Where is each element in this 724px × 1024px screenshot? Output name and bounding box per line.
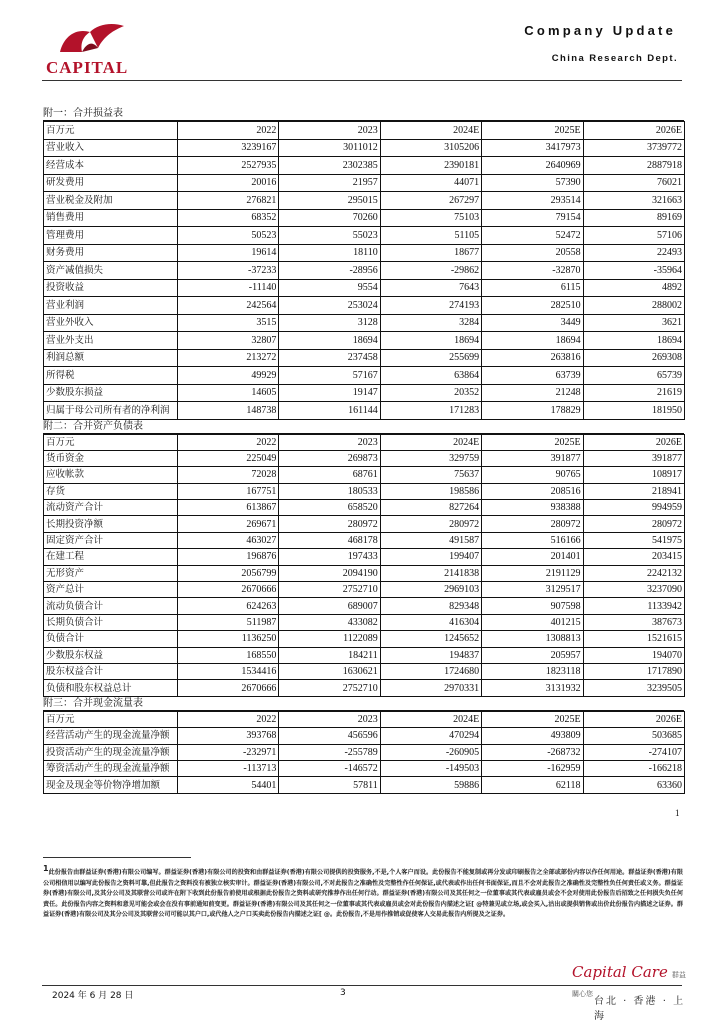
value-cell: 57811 xyxy=(279,777,380,793)
value-cell: 57106 xyxy=(583,227,684,245)
value-cell: 7643 xyxy=(380,279,481,297)
value-cell: 1717890 xyxy=(583,663,684,679)
value-cell: 3128 xyxy=(279,314,380,332)
year-header-cell: 2024E xyxy=(380,711,481,727)
value-cell: -162959 xyxy=(482,760,583,776)
table-row xyxy=(44,728,685,744)
table-row xyxy=(44,349,685,367)
table-row xyxy=(44,139,685,157)
table-row xyxy=(44,279,685,297)
row-label-cell: 现金及现金等价物净增加额 xyxy=(44,777,178,793)
value-cell: 19147 xyxy=(279,384,380,402)
value-cell: 196876 xyxy=(178,549,279,565)
table-row xyxy=(44,402,685,420)
value-cell: 253024 xyxy=(279,297,380,315)
table-row xyxy=(44,332,685,350)
row-label-cell: 投资活动产生的现金流量净额 xyxy=(44,744,178,760)
table-row xyxy=(44,174,685,192)
value-cell: 1308813 xyxy=(482,631,583,647)
value-cell: 14605 xyxy=(178,384,279,402)
table-row xyxy=(44,532,685,548)
value-cell: 1823118 xyxy=(482,663,583,679)
value-cell: 1245652 xyxy=(380,631,481,647)
value-cell: 59886 xyxy=(380,777,481,793)
row-label-cell: 应收帐款 xyxy=(44,467,178,483)
table-row xyxy=(44,516,685,532)
brand-script: Capital Care xyxy=(572,963,668,981)
table-row xyxy=(44,227,685,245)
row-label-cell: 管理费用 xyxy=(44,227,178,245)
value-cell: 3011012 xyxy=(279,139,380,157)
row-label-cell: 营业外收入 xyxy=(44,314,178,332)
value-cell: 237458 xyxy=(279,349,380,367)
footnote-divider xyxy=(43,857,191,858)
year-header-cell: 2023 xyxy=(279,122,380,140)
value-cell: 178829 xyxy=(482,402,583,420)
value-cell: 9554 xyxy=(279,279,380,297)
value-cell: -35964 xyxy=(583,262,684,280)
value-cell: 280972 xyxy=(482,516,583,532)
value-cell: 491587 xyxy=(380,532,481,548)
row-label-cell: 财务费用 xyxy=(44,244,178,262)
value-cell: 282510 xyxy=(482,297,583,315)
year-header-cell: 2025E xyxy=(482,434,583,450)
value-cell: -166218 xyxy=(583,760,684,776)
year-header-cell: 2023 xyxy=(279,711,380,727)
value-cell: 203415 xyxy=(583,549,684,565)
value-cell: 201401 xyxy=(482,549,583,565)
row-label-cell: 无形资产 xyxy=(44,565,178,581)
value-cell: 2752710 xyxy=(279,680,380,696)
table-row xyxy=(44,157,685,175)
value-cell: 6115 xyxy=(482,279,583,297)
value-cell: 63739 xyxy=(482,367,583,385)
value-cell: 213272 xyxy=(178,349,279,367)
value-cell: 3239167 xyxy=(178,139,279,157)
value-cell: 194070 xyxy=(583,647,684,663)
value-cell: 184211 xyxy=(279,647,380,663)
brand-cities: 台北 · 香港 · 上海 xyxy=(594,996,686,1022)
value-cell: 2242132 xyxy=(583,565,684,581)
value-cell: 255699 xyxy=(380,349,481,367)
row-label-cell: 少数股东损益 xyxy=(44,384,178,402)
unit-header-cell: 百万元 xyxy=(44,122,178,140)
value-cell: 171283 xyxy=(380,402,481,420)
value-cell: 161144 xyxy=(279,402,380,420)
report-date: 2024 年 6 月 28 日 xyxy=(52,991,134,1001)
value-cell: 3739772 xyxy=(583,139,684,157)
table-row xyxy=(44,631,685,647)
brand-tagline: 群益關心您 xyxy=(572,971,686,998)
value-cell: 3417973 xyxy=(482,139,583,157)
value-cell: 79154 xyxy=(482,209,583,227)
value-cell: 274193 xyxy=(380,297,481,315)
table-row xyxy=(44,647,685,663)
value-cell: 2670666 xyxy=(178,680,279,696)
value-cell: 293514 xyxy=(482,192,583,210)
value-cell: 62118 xyxy=(482,777,583,793)
value-cell: 329759 xyxy=(380,450,481,466)
row-label-cell: 所得税 xyxy=(44,367,178,385)
value-cell: 75637 xyxy=(380,467,481,483)
value-cell: -268732 xyxy=(482,744,583,760)
year-header-cell: 2023 xyxy=(279,434,380,450)
value-cell: 18694 xyxy=(482,332,583,350)
value-cell: 2887918 xyxy=(583,157,684,175)
row-label-cell: 货币资金 xyxy=(44,450,178,466)
value-cell: 4892 xyxy=(583,279,684,297)
table-header-row xyxy=(44,122,685,140)
value-cell: 68761 xyxy=(279,467,380,483)
year-header-cell: 2025E xyxy=(482,122,583,140)
value-cell: 470294 xyxy=(380,728,481,744)
value-cell: 267297 xyxy=(380,192,481,210)
table-row xyxy=(44,209,685,227)
unit-header-cell: 百万元 xyxy=(44,434,178,450)
year-header-cell: 2024E xyxy=(380,434,481,450)
value-cell: -255789 xyxy=(279,744,380,760)
value-cell: -37233 xyxy=(178,262,279,280)
table-row xyxy=(44,549,685,565)
value-cell: -29862 xyxy=(380,262,481,280)
table-row xyxy=(44,598,685,614)
row-label-cell: 少数股东权益 xyxy=(44,647,178,663)
value-cell: 3621 xyxy=(583,314,684,332)
table-row xyxy=(44,384,685,402)
table-row xyxy=(44,450,685,466)
table-header-row xyxy=(44,711,685,727)
row-label-cell: 销售费用 xyxy=(44,209,178,227)
row-label-cell: 固定资产合计 xyxy=(44,532,178,548)
report-type-title: Company Update xyxy=(524,23,676,38)
row-label-cell: 负债合计 xyxy=(44,631,178,647)
value-cell: 75103 xyxy=(380,209,481,227)
row-label-cell: 筹资活动产生的现金流量净额 xyxy=(44,760,178,776)
value-cell: 54401 xyxy=(178,777,279,793)
value-cell: 829348 xyxy=(380,598,481,614)
value-cell: 20016 xyxy=(178,174,279,192)
capital-care-brand xyxy=(572,962,692,1022)
value-cell: 624263 xyxy=(178,598,279,614)
value-cell: 21248 xyxy=(482,384,583,402)
value-cell: 827264 xyxy=(380,500,481,516)
year-header-cell: 2025E xyxy=(482,711,583,727)
row-label-cell: 资产总计 xyxy=(44,582,178,598)
footer-divider xyxy=(42,985,682,986)
balance-sheet-title: 附二：合并资产负债表 xyxy=(43,420,684,434)
income-statement-title: 附一：合并损益表 xyxy=(43,107,684,121)
value-cell: 51105 xyxy=(380,227,481,245)
value-cell: 197433 xyxy=(279,549,380,565)
row-label-cell: 营业利润 xyxy=(44,297,178,315)
value-cell: 269671 xyxy=(178,516,279,532)
table-row xyxy=(44,367,685,385)
value-cell: 295015 xyxy=(279,192,380,210)
value-cell: 44071 xyxy=(380,174,481,192)
value-cell: 1724680 xyxy=(380,663,481,679)
table-row xyxy=(44,244,685,262)
value-cell: 280972 xyxy=(279,516,380,532)
value-cell: 3449 xyxy=(482,314,583,332)
value-cell: 689007 xyxy=(279,598,380,614)
value-cell: 225049 xyxy=(178,450,279,466)
value-cell: 938388 xyxy=(482,500,583,516)
value-cell: 288002 xyxy=(583,297,684,315)
cashflow-statement-title: 附三：合并现金流量表 xyxy=(43,697,684,711)
year-header-cell: 2026E xyxy=(583,711,684,727)
disclaimer-text: 此份报告由群益证券(香港)有限公司编写。群益证券(香港)有限公司的投资和由群益证券(香港)有限公司提供的投资服务,不是,个人客户而设。此份报告不能复制或再分发或印刷报告之全部或部份内容以作任何用途。群益证券(香港)有限公司相信用以编写此份报告之资料可靠,但此报告之资料没有被独立核实审计。群益证券(香港)有限公司,不对此报告之准确性及完整性作任何保证,或代表或作出任何书面保证,而且不会对此报告之准确性及完整性负任何责任或义务。群益证券(香港)有限公司,及其分公司及其联营公司或许在附下收到此份报告前使用或根据此份报告之资料或研究推荐作出任何行动。群益证券(香港)有限公司及其任何之一位董事或其代表或雇员或会不会对使用此份报告后招致之任何损失负任何责任。此份报告内容之资料和意见可能会或会在没有事前通知前变更。群益证券(香港)有限公司及其任何之一位董事或其代表或雇员或会对此份报告内描述之证[ @特兼见或立场,或会买入,沽出或提供销售或出价此份报告内描述之证券。群益证券(香港)有限公司及其分公司及其联营公司可能以其户口,或代他人之户口买卖此份报告内描述之证[ @。此份报告,不是用作推销或促使客人交易此报告内所提及之证券。 xyxy=(43,869,683,919)
value-cell: 393768 xyxy=(178,728,279,744)
value-cell: 516166 xyxy=(482,532,583,548)
value-cell: 2094190 xyxy=(279,565,380,581)
value-cell: 658520 xyxy=(279,500,380,516)
table-row xyxy=(44,467,685,483)
value-cell: 89169 xyxy=(583,209,684,227)
table-row xyxy=(44,297,685,315)
table-row xyxy=(44,614,685,630)
value-cell: 1521615 xyxy=(583,631,684,647)
value-cell: 269308 xyxy=(583,349,684,367)
row-label-cell: 利润总额 xyxy=(44,349,178,367)
value-cell: 3239505 xyxy=(583,680,684,696)
value-cell: 269873 xyxy=(279,450,380,466)
value-cell: 3129517 xyxy=(482,582,583,598)
value-cell: 2670666 xyxy=(178,582,279,598)
year-header-cell: 2026E xyxy=(583,434,684,450)
year-header-cell: 2022 xyxy=(178,122,279,140)
value-cell: 2390181 xyxy=(380,157,481,175)
value-cell: 208516 xyxy=(482,483,583,499)
value-cell: 1534416 xyxy=(178,663,279,679)
value-cell: 503685 xyxy=(583,728,684,744)
value-cell: 391877 xyxy=(482,450,583,466)
value-cell: 463027 xyxy=(178,532,279,548)
value-cell: 1630621 xyxy=(279,663,380,679)
row-label-cell: 归属于母公司所有者的净利润 xyxy=(44,402,178,420)
value-cell: 168550 xyxy=(178,647,279,663)
value-cell: 2191129 xyxy=(482,565,583,581)
value-cell: 613867 xyxy=(178,500,279,516)
value-cell: 57167 xyxy=(279,367,380,385)
value-cell: 242564 xyxy=(178,297,279,315)
row-label-cell: 长期投资净额 xyxy=(44,516,178,532)
value-cell: -149503 xyxy=(380,760,481,776)
row-label-cell: 流动负债合计 xyxy=(44,598,178,614)
row-label-cell: 股东权益合计 xyxy=(44,663,178,679)
value-cell: 280972 xyxy=(380,516,481,532)
value-cell: 21957 xyxy=(279,174,380,192)
value-cell: 907598 xyxy=(482,598,583,614)
table-row xyxy=(44,565,685,581)
value-cell: 2752710 xyxy=(279,582,380,598)
table-page-marker: 1 xyxy=(675,808,680,818)
row-label-cell: 在建工程 xyxy=(44,549,178,565)
value-cell: 2969103 xyxy=(380,582,481,598)
value-cell: -28956 xyxy=(279,262,380,280)
value-cell: 2970331 xyxy=(380,680,481,696)
financial-tables xyxy=(43,107,684,794)
value-cell: 3284 xyxy=(380,314,481,332)
value-cell: 1133942 xyxy=(583,598,684,614)
value-cell: 2302385 xyxy=(279,157,380,175)
value-cell: 218941 xyxy=(583,483,684,499)
table-row xyxy=(44,582,685,598)
value-cell: 391877 xyxy=(583,450,684,466)
row-label-cell: 营业税金及附加 xyxy=(44,192,178,210)
value-cell: 321663 xyxy=(583,192,684,210)
income-statement-table xyxy=(43,121,685,420)
value-cell: -232971 xyxy=(178,744,279,760)
value-cell: 493809 xyxy=(482,728,583,744)
value-cell: 541975 xyxy=(583,532,684,548)
value-cell: 2056799 xyxy=(178,565,279,581)
value-cell: 50523 xyxy=(178,227,279,245)
value-cell: 55023 xyxy=(279,227,380,245)
value-cell: 387673 xyxy=(583,614,684,630)
logo-icon xyxy=(54,22,128,58)
value-cell: 21619 xyxy=(583,384,684,402)
row-label-cell: 负债和股东权益总计 xyxy=(44,680,178,696)
table-row xyxy=(44,777,685,793)
value-cell: 1122089 xyxy=(279,631,380,647)
value-cell: 433082 xyxy=(279,614,380,630)
value-cell: 198586 xyxy=(380,483,481,499)
year-header-cell: 2022 xyxy=(178,434,279,450)
value-cell: 63864 xyxy=(380,367,481,385)
value-cell: 199407 xyxy=(380,549,481,565)
value-cell: 18694 xyxy=(279,332,380,350)
value-cell: 2640969 xyxy=(482,157,583,175)
value-cell: 108917 xyxy=(583,467,684,483)
value-cell: 280972 xyxy=(583,516,684,532)
value-cell: -11140 xyxy=(178,279,279,297)
value-cell: 63360 xyxy=(583,777,684,793)
row-label-cell: 存货 xyxy=(44,483,178,499)
year-header-cell: 2024E xyxy=(380,122,481,140)
value-cell: 20558 xyxy=(482,244,583,262)
value-cell: 70260 xyxy=(279,209,380,227)
table-row xyxy=(44,744,685,760)
page-number: 3 xyxy=(340,988,346,998)
value-cell: 19614 xyxy=(178,244,279,262)
table-row xyxy=(44,500,685,516)
value-cell: 416304 xyxy=(380,614,481,630)
value-cell: 3515 xyxy=(178,314,279,332)
value-cell: 2141838 xyxy=(380,565,481,581)
row-label-cell: 营业收入 xyxy=(44,139,178,157)
table-row xyxy=(44,314,685,332)
table-header-row xyxy=(44,434,685,450)
disclaimer-footnote xyxy=(43,864,683,921)
row-label-cell: 研发费用 xyxy=(44,174,178,192)
row-label-cell: 营业外支出 xyxy=(44,332,178,350)
value-cell: 18694 xyxy=(583,332,684,350)
value-cell: 994959 xyxy=(583,500,684,516)
row-label-cell: 资产减值损失 xyxy=(44,262,178,280)
department-subtitle: China Research Dept. xyxy=(551,53,678,64)
value-cell: 52472 xyxy=(482,227,583,245)
value-cell: -146572 xyxy=(279,760,380,776)
value-cell: 3105206 xyxy=(380,139,481,157)
value-cell: -32870 xyxy=(482,262,583,280)
value-cell: 76021 xyxy=(583,174,684,192)
value-cell: 18694 xyxy=(380,332,481,350)
value-cell: 456596 xyxy=(279,728,380,744)
value-cell: 68352 xyxy=(178,209,279,227)
row-label-cell: 经营成本 xyxy=(44,157,178,175)
value-cell: -274107 xyxy=(583,744,684,760)
header-divider xyxy=(42,80,682,81)
unit-header-cell: 百万元 xyxy=(44,711,178,727)
value-cell: 181950 xyxy=(583,402,684,420)
table-row xyxy=(44,760,685,776)
balance-sheet-table xyxy=(43,434,685,697)
value-cell: 401215 xyxy=(482,614,583,630)
cashflow-statement-table xyxy=(43,711,685,794)
value-cell: 167751 xyxy=(178,483,279,499)
value-cell: 57390 xyxy=(482,174,583,192)
row-label-cell: 经营活动产生的现金流量净额 xyxy=(44,728,178,744)
value-cell: 49929 xyxy=(178,367,279,385)
row-label-cell: 投资收益 xyxy=(44,279,178,297)
row-label-cell: 长期负债合计 xyxy=(44,614,178,630)
value-cell: 468178 xyxy=(279,532,380,548)
value-cell: 148738 xyxy=(178,402,279,420)
value-cell: 65739 xyxy=(583,367,684,385)
table-row xyxy=(44,483,685,499)
value-cell: 22493 xyxy=(583,244,684,262)
table-row xyxy=(44,262,685,280)
value-cell: 3131932 xyxy=(482,680,583,696)
value-cell: 72028 xyxy=(178,467,279,483)
table-row xyxy=(44,663,685,679)
value-cell: 276821 xyxy=(178,192,279,210)
capital-logo xyxy=(40,22,140,77)
value-cell: 2527935 xyxy=(178,157,279,175)
value-cell: 205957 xyxy=(482,647,583,663)
value-cell: 180533 xyxy=(279,483,380,499)
value-cell: 511987 xyxy=(178,614,279,630)
value-cell: 3237090 xyxy=(583,582,684,598)
value-cell: 18110 xyxy=(279,244,380,262)
value-cell: 18677 xyxy=(380,244,481,262)
footnote-marker: 1 xyxy=(43,864,49,873)
value-cell: 194837 xyxy=(380,647,481,663)
value-cell: 1136250 xyxy=(178,631,279,647)
value-cell: 90765 xyxy=(482,467,583,483)
value-cell: -260905 xyxy=(380,744,481,760)
table-row xyxy=(44,680,685,696)
value-cell: 32807 xyxy=(178,332,279,350)
logo-text: CAPITAL xyxy=(46,58,129,77)
year-header-cell: 2026E xyxy=(583,122,684,140)
value-cell: 20352 xyxy=(380,384,481,402)
table-row xyxy=(44,192,685,210)
value-cell: 263816 xyxy=(482,349,583,367)
year-header-cell: 2022 xyxy=(178,711,279,727)
row-label-cell: 流动资产合计 xyxy=(44,500,178,516)
value-cell: -113713 xyxy=(178,760,279,776)
